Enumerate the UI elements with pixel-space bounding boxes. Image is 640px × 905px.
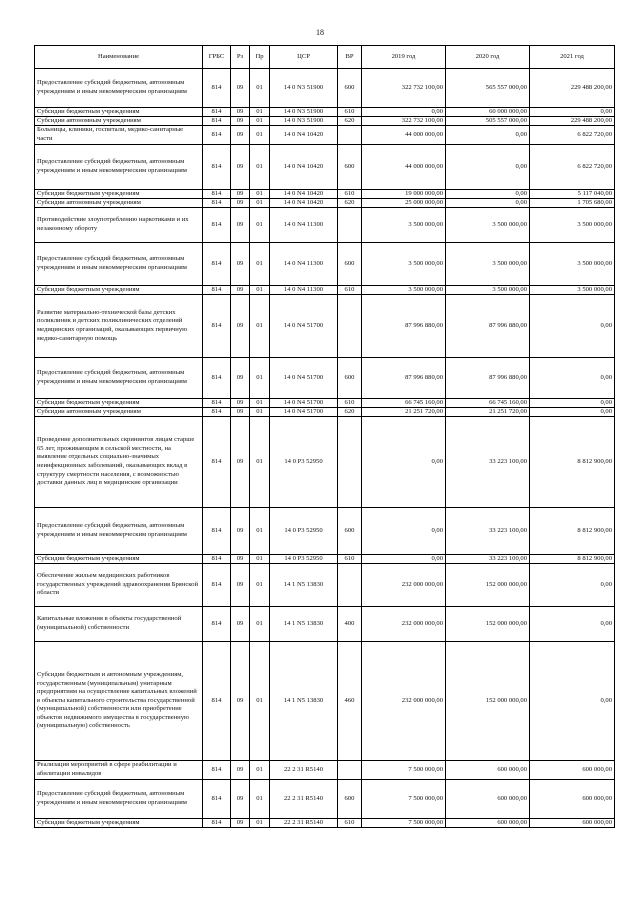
cell-2019: 87 996 880,00 bbox=[362, 295, 446, 358]
cell-2020: 0,00 bbox=[446, 126, 530, 145]
cell-vr bbox=[338, 295, 362, 358]
cell-csr: 14 0 N4 51700 bbox=[270, 295, 338, 358]
cell-pr: 01 bbox=[250, 208, 270, 243]
cell-2021: 600 000,00 bbox=[530, 819, 615, 828]
cell-2019: 322 732 100,00 bbox=[362, 117, 446, 126]
cell-2019: 19 000 000,00 bbox=[362, 190, 446, 199]
cell-pr: 01 bbox=[250, 417, 270, 508]
header-2020: 2020 год bbox=[446, 46, 530, 69]
cell-grbs: 814 bbox=[203, 819, 231, 828]
cell-2020: 33 223 100,00 bbox=[446, 508, 530, 555]
cell-2020: 33 223 100,00 bbox=[446, 555, 530, 564]
cell-grbs: 814 bbox=[203, 190, 231, 199]
cell-name: Субсидии автономным учреждениям bbox=[35, 117, 203, 126]
cell-vr: 610 bbox=[338, 399, 362, 408]
cell-pr: 01 bbox=[250, 69, 270, 108]
cell-pr: 01 bbox=[250, 564, 270, 607]
cell-csr: 14 0 N4 10420 bbox=[270, 199, 338, 208]
cell-name: Развитие материально-технической базы детских поликлиник и детских поликлинических отделений медицинских организаций, оказывающих первичную медико-санитарную помощь bbox=[35, 295, 203, 358]
cell-name: Обеспечение жильем медицинских работников государственных учреждений здравоохранения Брянской области bbox=[35, 564, 203, 607]
cell-pr: 01 bbox=[250, 286, 270, 295]
header-vr: ВР bbox=[338, 46, 362, 69]
cell-pr: 01 bbox=[250, 117, 270, 126]
table-row bbox=[35, 108, 615, 117]
cell-2019: 66 745 160,00 bbox=[362, 399, 446, 408]
cell-pr: 01 bbox=[250, 408, 270, 417]
header-2021: 2021 год bbox=[530, 46, 615, 69]
cell-name: Предоставление субсидий бюджетным, автономным учреждениям и иным некоммерческим организациям bbox=[35, 145, 203, 190]
cell-2020: 87 996 880,00 bbox=[446, 295, 530, 358]
cell-rz: 09 bbox=[231, 117, 250, 126]
cell-rz: 09 bbox=[231, 399, 250, 408]
cell-2020: 3 500 000,00 bbox=[446, 286, 530, 295]
cell-grbs: 814 bbox=[203, 780, 231, 819]
cell-grbs: 814 bbox=[203, 208, 231, 243]
cell-csr: 14 0 N4 51700 bbox=[270, 399, 338, 408]
cell-2021: 600 000,00 bbox=[530, 761, 615, 780]
cell-rz: 09 bbox=[231, 108, 250, 117]
cell-2021: 8 812 900,00 bbox=[530, 508, 615, 555]
cell-name: Больницы, клиники, госпитали, медико-санитарные части bbox=[35, 126, 203, 145]
cell-csr: 14 0 N3 51900 bbox=[270, 117, 338, 126]
cell-2019: 322 732 100,00 bbox=[362, 69, 446, 108]
cell-name: Капитальные вложения в объекты государственной (муниципальной) собственности bbox=[35, 607, 203, 642]
cell-csr: 14 0 N3 51900 bbox=[270, 69, 338, 108]
cell-rz: 09 bbox=[231, 819, 250, 828]
cell-grbs: 814 bbox=[203, 108, 231, 117]
cell-vr bbox=[338, 564, 362, 607]
cell-grbs: 814 bbox=[203, 417, 231, 508]
cell-csr: 14 0 N4 11300 bbox=[270, 243, 338, 286]
cell-grbs: 814 bbox=[203, 555, 231, 564]
cell-2021: 0,00 bbox=[530, 642, 615, 761]
cell-2020: 152 000 000,00 bbox=[446, 642, 530, 761]
table-row bbox=[35, 208, 615, 243]
cell-rz: 09 bbox=[231, 555, 250, 564]
cell-grbs: 814 bbox=[203, 126, 231, 145]
table-row bbox=[35, 69, 615, 108]
cell-pr: 01 bbox=[250, 145, 270, 190]
cell-vr: 400 bbox=[338, 607, 362, 642]
budget-table bbox=[34, 45, 615, 828]
cell-rz: 09 bbox=[231, 126, 250, 145]
table-row bbox=[35, 286, 615, 295]
cell-2020: 600 000,00 bbox=[446, 819, 530, 828]
cell-grbs: 814 bbox=[203, 564, 231, 607]
table-body bbox=[35, 69, 615, 828]
cell-name: Реализация мероприятий в сфере реабилитации и абилитации инвалидов bbox=[35, 761, 203, 780]
cell-rz: 09 bbox=[231, 69, 250, 108]
table-row bbox=[35, 555, 615, 564]
cell-grbs: 814 bbox=[203, 286, 231, 295]
table-row bbox=[35, 417, 615, 508]
cell-vr: 460 bbox=[338, 642, 362, 761]
cell-2019: 232 000 000,00 bbox=[362, 642, 446, 761]
cell-name: Субсидии автономным учреждениям bbox=[35, 199, 203, 208]
cell-2019: 0,00 bbox=[362, 555, 446, 564]
cell-2019: 21 251 720,00 bbox=[362, 408, 446, 417]
cell-vr: 600 bbox=[338, 145, 362, 190]
cell-2021: 0,00 bbox=[530, 295, 615, 358]
cell-2020: 3 500 000,00 bbox=[446, 208, 530, 243]
cell-2020: 152 000 000,00 bbox=[446, 607, 530, 642]
cell-2021: 0,00 bbox=[530, 408, 615, 417]
cell-name: Субсидии бюджетным учреждениям bbox=[35, 399, 203, 408]
cell-rz: 09 bbox=[231, 780, 250, 819]
table-row bbox=[35, 508, 615, 555]
cell-grbs: 814 bbox=[203, 117, 231, 126]
cell-vr bbox=[338, 208, 362, 243]
table-row bbox=[35, 295, 615, 358]
cell-2020: 66 745 160,00 bbox=[446, 399, 530, 408]
cell-2020: 152 000 000,00 bbox=[446, 564, 530, 607]
cell-2020: 600 000,00 bbox=[446, 780, 530, 819]
cell-name: Субсидии бюджетным учреждениям bbox=[35, 108, 203, 117]
cell-2020: 21 251 720,00 bbox=[446, 408, 530, 417]
cell-rz: 09 bbox=[231, 295, 250, 358]
header-name: Наименование bbox=[35, 46, 203, 69]
cell-vr: 600 bbox=[338, 780, 362, 819]
header-rz: Рз bbox=[231, 46, 250, 69]
table-row bbox=[35, 145, 615, 190]
cell-name: Предоставление субсидий бюджетным, автономным учреждениям и иным некоммерческим организациям bbox=[35, 780, 203, 819]
cell-rz: 09 bbox=[231, 190, 250, 199]
cell-2019: 0,00 bbox=[362, 508, 446, 555]
cell-2019: 44 000 000,00 bbox=[362, 145, 446, 190]
cell-vr: 600 bbox=[338, 358, 362, 399]
cell-grbs: 814 bbox=[203, 408, 231, 417]
cell-vr: 610 bbox=[338, 286, 362, 295]
table-row bbox=[35, 243, 615, 286]
cell-2020: 60 000 000,00 bbox=[446, 108, 530, 117]
cell-csr: 14 0 N4 11300 bbox=[270, 208, 338, 243]
cell-name: Предоставление субсидий бюджетным, автономным учреждениям и иным некоммерческим организациям bbox=[35, 243, 203, 286]
cell-rz: 09 bbox=[231, 417, 250, 508]
cell-grbs: 814 bbox=[203, 199, 231, 208]
cell-2021: 5 117 040,00 bbox=[530, 190, 615, 199]
cell-rz: 09 bbox=[231, 508, 250, 555]
cell-rz: 09 bbox=[231, 358, 250, 399]
cell-pr: 01 bbox=[250, 555, 270, 564]
cell-2019: 3 500 000,00 bbox=[362, 208, 446, 243]
cell-grbs: 814 bbox=[203, 642, 231, 761]
cell-csr: 14 1 N5 13830 bbox=[270, 607, 338, 642]
table-row bbox=[35, 199, 615, 208]
cell-vr bbox=[338, 126, 362, 145]
cell-grbs: 814 bbox=[203, 607, 231, 642]
cell-2021: 0,00 bbox=[530, 358, 615, 399]
cell-pr: 01 bbox=[250, 761, 270, 780]
cell-grbs: 814 bbox=[203, 69, 231, 108]
cell-vr bbox=[338, 761, 362, 780]
cell-2021: 8 812 900,00 bbox=[530, 555, 615, 564]
cell-2020: 600 000,00 bbox=[446, 761, 530, 780]
header-csr: ЦСР bbox=[270, 46, 338, 69]
cell-pr: 01 bbox=[250, 126, 270, 145]
cell-csr: 14 0 N4 10420 bbox=[270, 145, 338, 190]
cell-2019: 7 500 000,00 bbox=[362, 761, 446, 780]
cell-grbs: 814 bbox=[203, 295, 231, 358]
cell-2021: 8 812 900,00 bbox=[530, 417, 615, 508]
table-row bbox=[35, 408, 615, 417]
cell-vr: 600 bbox=[338, 69, 362, 108]
header-2019: 2019 год bbox=[362, 46, 446, 69]
table-row bbox=[35, 126, 615, 145]
table-row bbox=[35, 564, 615, 607]
cell-pr: 01 bbox=[250, 607, 270, 642]
cell-rz: 09 bbox=[231, 286, 250, 295]
cell-2021: 3 500 000,00 bbox=[530, 243, 615, 286]
cell-rz: 09 bbox=[231, 208, 250, 243]
cell-vr: 620 bbox=[338, 408, 362, 417]
cell-rz: 09 bbox=[231, 145, 250, 190]
cell-csr: 14 0 N4 11300 bbox=[270, 286, 338, 295]
cell-2020: 0,00 bbox=[446, 190, 530, 199]
cell-2019: 0,00 bbox=[362, 417, 446, 508]
cell-pr: 01 bbox=[250, 243, 270, 286]
cell-2021: 6 822 720,00 bbox=[530, 126, 615, 145]
cell-2019: 232 000 000,00 bbox=[362, 564, 446, 607]
page-number: 18 bbox=[316, 28, 324, 37]
table-row bbox=[35, 117, 615, 126]
cell-csr: 14 0 P3 52950 bbox=[270, 508, 338, 555]
cell-vr bbox=[338, 417, 362, 508]
cell-grbs: 814 bbox=[203, 761, 231, 780]
table-row bbox=[35, 642, 615, 761]
cell-2021: 0,00 bbox=[530, 108, 615, 117]
cell-pr: 01 bbox=[250, 642, 270, 761]
cell-grbs: 814 bbox=[203, 508, 231, 555]
cell-name: Субсидии бюджетным учреждениям bbox=[35, 190, 203, 199]
cell-2020: 505 557 000,00 bbox=[446, 117, 530, 126]
cell-vr: 610 bbox=[338, 819, 362, 828]
cell-grbs: 814 bbox=[203, 358, 231, 399]
cell-csr: 14 0 N3 51900 bbox=[270, 108, 338, 117]
cell-2019: 3 500 000,00 bbox=[362, 243, 446, 286]
cell-csr: 14 0 N4 10420 bbox=[270, 190, 338, 199]
cell-2019: 3 500 000,00 bbox=[362, 286, 446, 295]
cell-rz: 09 bbox=[231, 642, 250, 761]
cell-csr: 14 0 N4 51700 bbox=[270, 408, 338, 417]
table-row bbox=[35, 761, 615, 780]
cell-grbs: 814 bbox=[203, 243, 231, 286]
cell-csr: 22 2 31 R5140 bbox=[270, 819, 338, 828]
cell-grbs: 814 bbox=[203, 145, 231, 190]
cell-2020: 0,00 bbox=[446, 199, 530, 208]
cell-2021: 0,00 bbox=[530, 399, 615, 408]
cell-pr: 01 bbox=[250, 199, 270, 208]
cell-name: Противодействие злоупотреблению наркотиками и их незаконному обороту bbox=[35, 208, 203, 243]
cell-2019: 232 000 000,00 bbox=[362, 607, 446, 642]
cell-name: Субсидии бюджетным учреждениям bbox=[35, 819, 203, 828]
cell-2021: 3 500 000,00 bbox=[530, 286, 615, 295]
cell-2020: 87 996 880,00 bbox=[446, 358, 530, 399]
cell-csr: 22 2 31 R5140 bbox=[270, 761, 338, 780]
table-row bbox=[35, 780, 615, 819]
table-row bbox=[35, 819, 615, 828]
cell-csr: 14 1 N5 13830 bbox=[270, 642, 338, 761]
cell-name: Субсидии бюджетным и автономным учреждениям, государственным (муниципальным) унитарным предприятиям на осуществление капитальных вложений в объекты капитального строительства государственной (муниципальной) собственности или приобретение объектов недвижимого имущества в государственную (муниципальную) собственность bbox=[35, 642, 203, 761]
cell-vr: 620 bbox=[338, 199, 362, 208]
cell-2021: 6 822 720,00 bbox=[530, 145, 615, 190]
table-row bbox=[35, 190, 615, 199]
cell-csr: 14 0 N4 51700 bbox=[270, 358, 338, 399]
cell-csr: 14 0 P3 52950 bbox=[270, 417, 338, 508]
cell-name: Предоставление субсидий бюджетным, автономным учреждениям и иным некоммерческим организациям bbox=[35, 69, 203, 108]
cell-2019: 0,00 bbox=[362, 108, 446, 117]
cell-rz: 09 bbox=[231, 408, 250, 417]
cell-csr: 22 2 31 R5140 bbox=[270, 780, 338, 819]
table-header-row bbox=[35, 46, 615, 69]
cell-2021: 600 000,00 bbox=[530, 780, 615, 819]
cell-pr: 01 bbox=[250, 358, 270, 399]
cell-2021: 0,00 bbox=[530, 564, 615, 607]
cell-pr: 01 bbox=[250, 190, 270, 199]
cell-name: Предоставление субсидий бюджетным, автономным учреждениям и иным некоммерческим организациям bbox=[35, 358, 203, 399]
cell-2019: 7 500 000,00 bbox=[362, 819, 446, 828]
cell-rz: 09 bbox=[231, 199, 250, 208]
cell-rz: 09 bbox=[231, 564, 250, 607]
cell-2019: 25 000 000,00 bbox=[362, 199, 446, 208]
cell-2021: 229 488 200,00 bbox=[530, 69, 615, 108]
cell-name: Предоставление субсидий бюджетным, автономным учреждениям и иным некоммерческим организациям bbox=[35, 508, 203, 555]
cell-2019: 7 500 000,00 bbox=[362, 780, 446, 819]
cell-vr: 610 bbox=[338, 108, 362, 117]
cell-rz: 09 bbox=[231, 761, 250, 780]
cell-rz: 09 bbox=[231, 243, 250, 286]
header-grbs: ГРБС bbox=[203, 46, 231, 69]
cell-csr: 14 0 N4 10420 bbox=[270, 126, 338, 145]
cell-name: Проведение дополнительных скринингов лицам старше 65 лет, проживающим в сельской местности, на выявление отдельных социально-значимых неинфекционных заболеваний, оказывающих вклад в структуру смертности населения, с возможностью доставки данных лиц в медицинские организации bbox=[35, 417, 203, 508]
cell-pr: 01 bbox=[250, 399, 270, 408]
cell-2020: 3 500 000,00 bbox=[446, 243, 530, 286]
cell-pr: 01 bbox=[250, 508, 270, 555]
table-row bbox=[35, 399, 615, 408]
cell-pr: 01 bbox=[250, 108, 270, 117]
cell-name: Субсидии бюджетным учреждениям bbox=[35, 555, 203, 564]
table-row bbox=[35, 607, 615, 642]
cell-name: Субсидии бюджетным учреждениям bbox=[35, 286, 203, 295]
cell-vr: 600 bbox=[338, 243, 362, 286]
cell-name: Субсидии автономным учреждениям bbox=[35, 408, 203, 417]
cell-2019: 87 996 880,00 bbox=[362, 358, 446, 399]
cell-2020: 565 557 000,00 bbox=[446, 69, 530, 108]
cell-csr: 14 1 N5 13830 bbox=[270, 564, 338, 607]
cell-2020: 33 223 100,00 bbox=[446, 417, 530, 508]
cell-2021: 3 500 000,00 bbox=[530, 208, 615, 243]
cell-pr: 01 bbox=[250, 819, 270, 828]
cell-pr: 01 bbox=[250, 780, 270, 819]
cell-vr: 610 bbox=[338, 190, 362, 199]
cell-2021: 229 488 200,00 bbox=[530, 117, 615, 126]
cell-csr: 14 0 P3 52950 bbox=[270, 555, 338, 564]
cell-pr: 01 bbox=[250, 295, 270, 358]
cell-vr: 600 bbox=[338, 508, 362, 555]
cell-2021: 1 705 680,00 bbox=[530, 199, 615, 208]
cell-grbs: 814 bbox=[203, 399, 231, 408]
cell-vr: 620 bbox=[338, 117, 362, 126]
header-pr: Пр bbox=[250, 46, 270, 69]
cell-2019: 44 000 000,00 bbox=[362, 126, 446, 145]
cell-vr: 610 bbox=[338, 555, 362, 564]
cell-2020: 0,00 bbox=[446, 145, 530, 190]
table-row bbox=[35, 358, 615, 399]
cell-2021: 0,00 bbox=[530, 607, 615, 642]
cell-rz: 09 bbox=[231, 607, 250, 642]
